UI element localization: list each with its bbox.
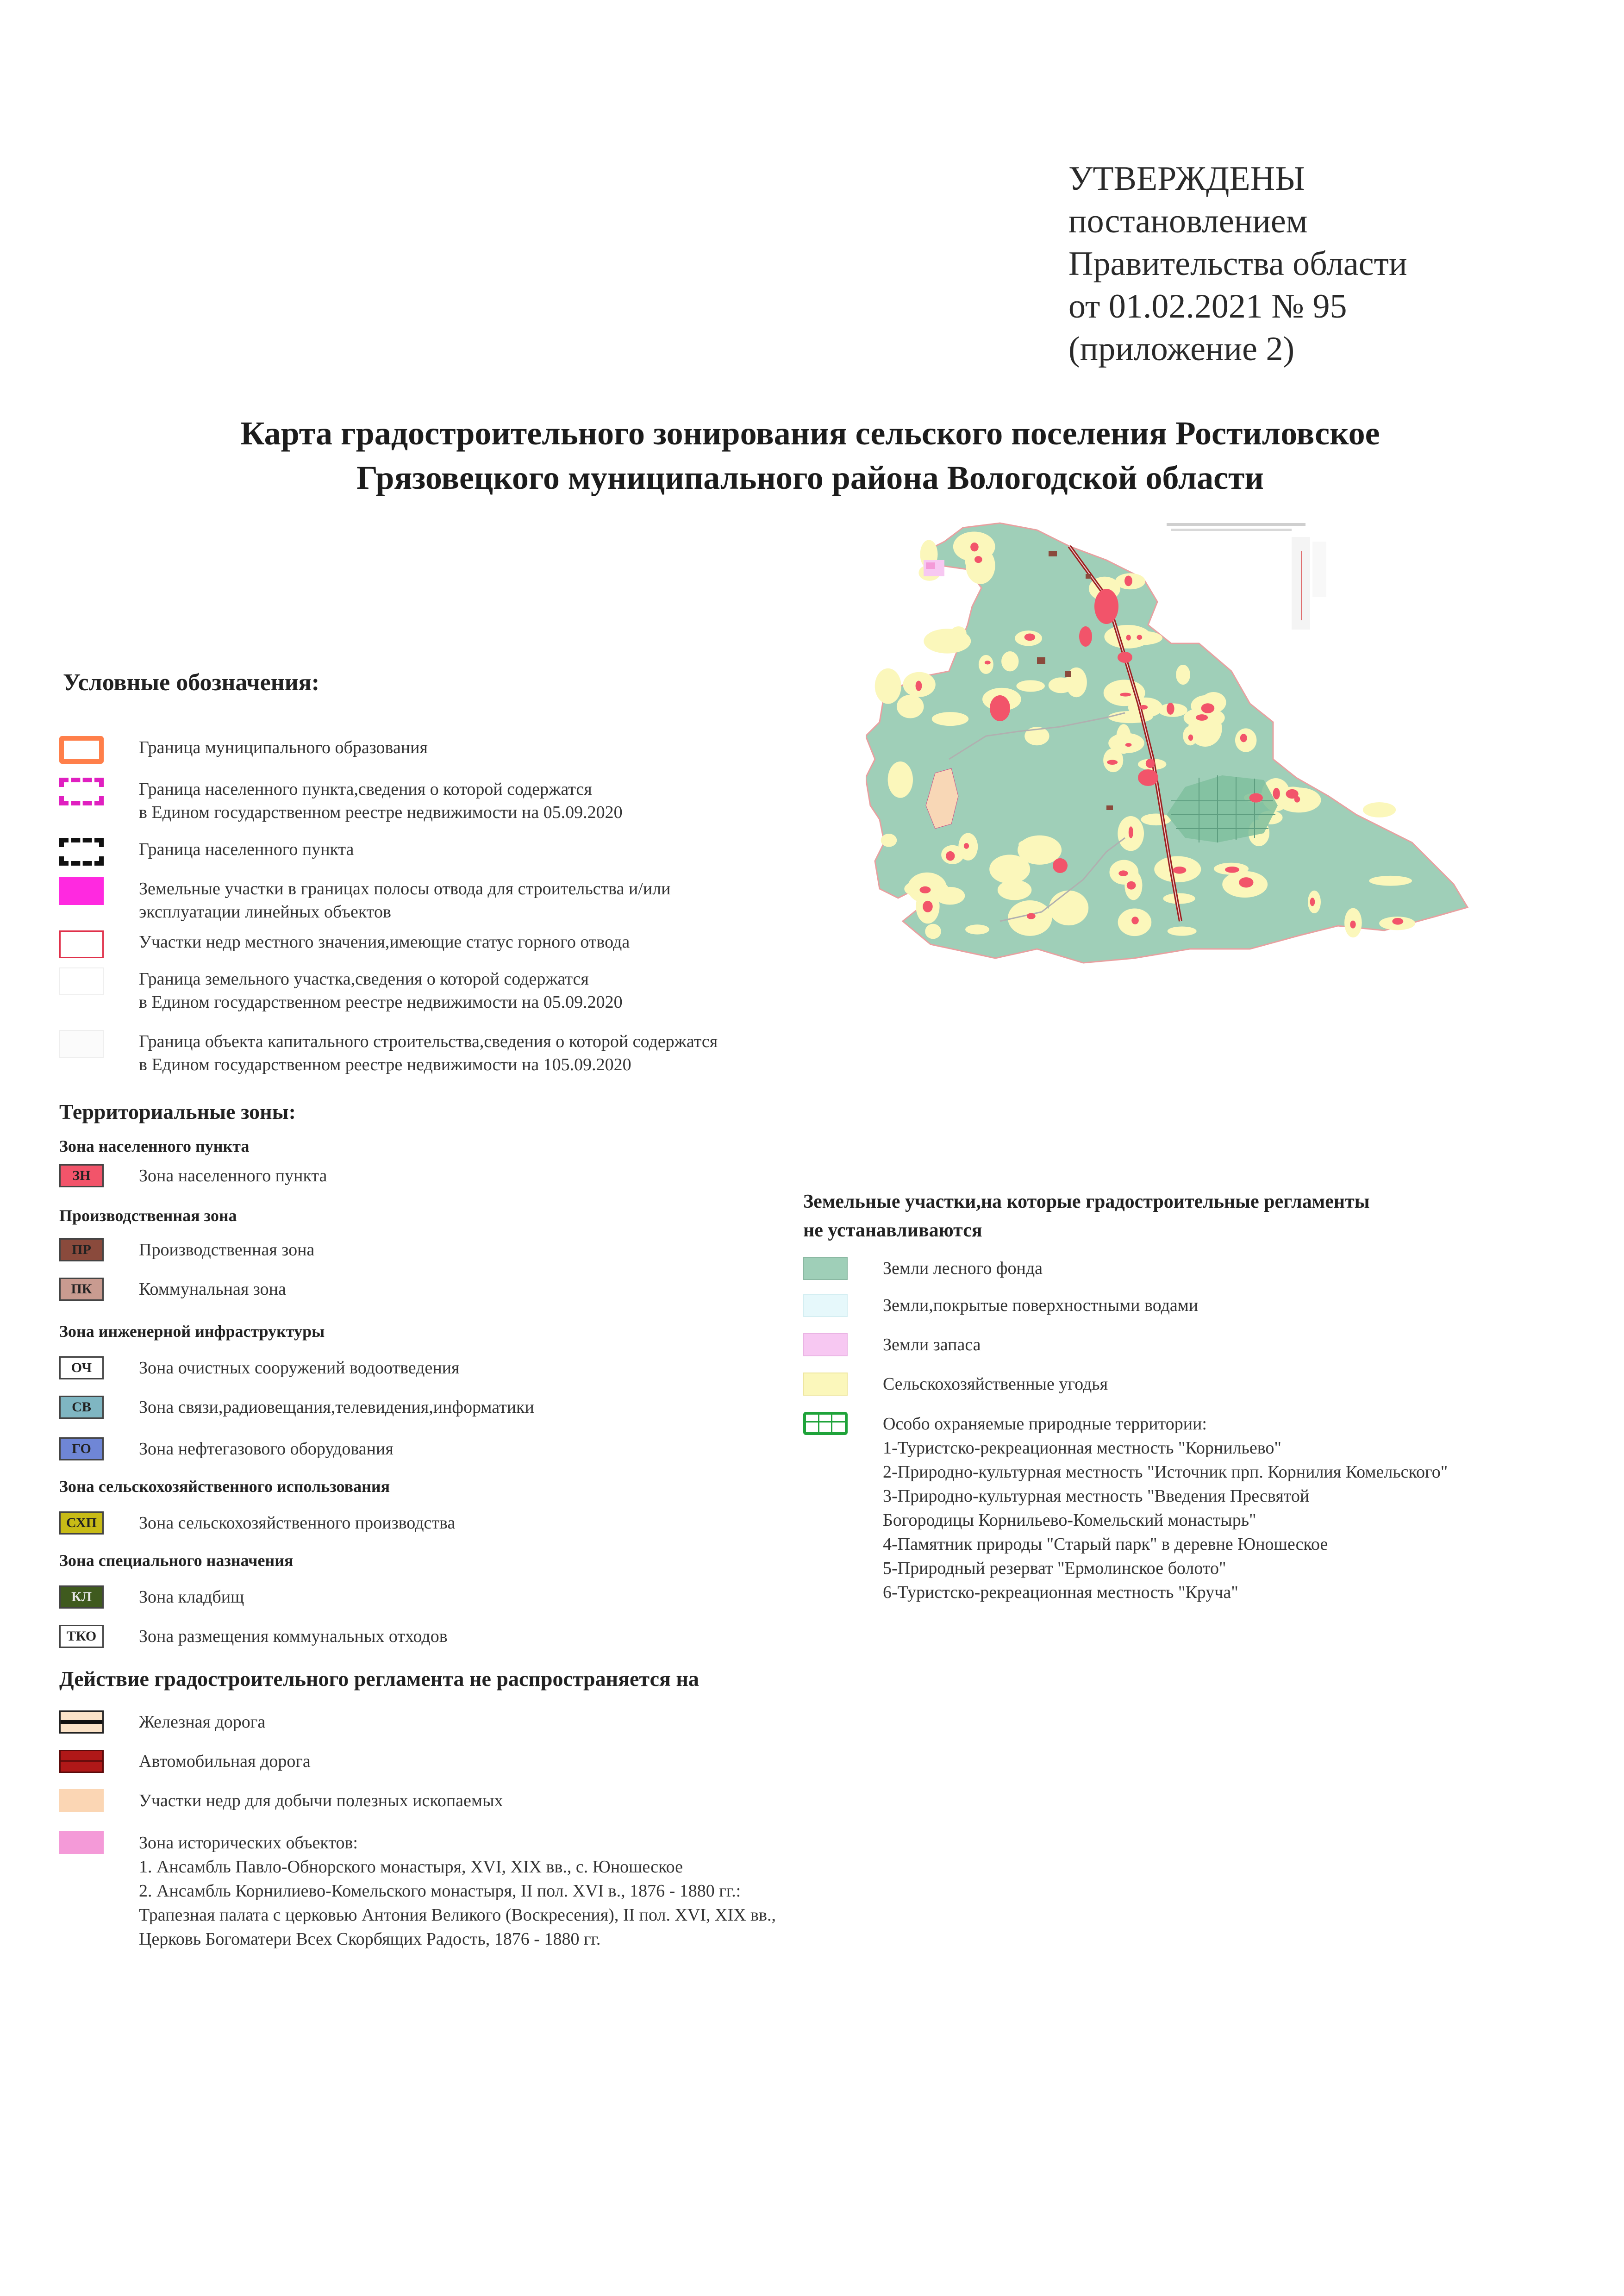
agricultural-clearing (1018, 839, 1045, 849)
forest-fund-swatch (803, 1257, 848, 1280)
agricultural-clearing (932, 712, 968, 726)
settlement-zone (1027, 913, 1036, 919)
approval-stamp (1068, 157, 1407, 370)
stamp-line-resolution: постановлением (1068, 202, 1308, 240)
zone-row-cemetery (59, 1585, 244, 1609)
settlement-zone (1146, 759, 1155, 768)
railway-swatch (59, 1710, 104, 1734)
zone-code-swatch: ГО (59, 1437, 104, 1460)
agricultural-clearing (989, 855, 1030, 883)
map-inset-legend (1312, 542, 1326, 597)
agricultural-clearing (1163, 893, 1195, 904)
zone-code-swatch: ТКО (59, 1625, 104, 1648)
production-zone (1106, 805, 1113, 810)
agricultural-clearing (935, 887, 965, 905)
legend-row-land-plot-boundary (59, 967, 623, 1014)
legend-text-line: в Едином государственном реестре недвижимости на 05.09.2020 (139, 992, 623, 1012)
zone-label: Коммунальная зона (139, 1279, 286, 1299)
agricultural-clearing (897, 695, 924, 718)
settlement-zone (1139, 705, 1148, 710)
settlement-zone (974, 556, 982, 563)
land-label: Сельскохозяйственные угодья (883, 1374, 1108, 1394)
zone-label: Зона размещения коммунальных отходов (139, 1627, 448, 1646)
settlement-zone (1239, 877, 1253, 887)
historic-zones (926, 562, 935, 569)
protected-entry: 3-Природно-культурная местность "Введения Пресвятой (883, 1486, 1310, 1506)
production-zone (1037, 657, 1045, 664)
protected-territory-swatch (803, 1412, 848, 1435)
settlement-zone (1125, 743, 1132, 747)
historic-entry: 2. Ансамбль Корнилиево-Комельского монастыря, II пол. XVI в., 1876 - 1880 гг.: (139, 1881, 741, 1901)
legend-text-line: в Едином государственном реестре недвижимости на 05.09.2020 (139, 803, 623, 822)
map-inset-legend (1301, 551, 1302, 620)
legend-text-line: Участки недр местного значения,имеющие статус горного отвода (139, 932, 630, 952)
legend-heading: Условные обозначения: (63, 669, 320, 696)
settlement-zone (1118, 652, 1132, 663)
protected-territory-label: Особо охраняемые природные территории: (883, 1414, 1207, 1434)
map-header-text (1167, 523, 1305, 526)
settlement-zone (1131, 917, 1139, 924)
zone-row-production (59, 1238, 314, 1261)
protected-territory-list (883, 1412, 1448, 1604)
settlement-zone (1240, 734, 1247, 742)
zone-group-special-heading: Зона специального назначения (59, 1551, 294, 1570)
settlement-zone (1126, 635, 1131, 640)
mining-allotment-swatch (59, 930, 104, 958)
zone-code-swatch: СХП (59, 1511, 104, 1535)
agricultural-clearing (1369, 876, 1412, 886)
zone-code-swatch: ПР (59, 1238, 104, 1261)
settlement-zone (1053, 858, 1068, 873)
regulation-row-highway (59, 1750, 311, 1773)
settlement-zone (916, 681, 922, 691)
stamp-line-government: Правительства области (1068, 245, 1407, 283)
land-plot-boundary-swatch (59, 967, 104, 995)
legend-text (139, 930, 630, 954)
legend-text (139, 736, 428, 759)
settlement-zone (1118, 870, 1128, 876)
land-row-forest (803, 1257, 1043, 1280)
settlement-zone (946, 851, 955, 861)
agricultural-clearing (1016, 680, 1045, 692)
zone-label: Зона очистных сооружений водоотведения (139, 1358, 460, 1378)
agricultural-clearing (965, 924, 989, 934)
legend-text-line: Граница населенного пункта (139, 840, 354, 859)
zone-code-swatch: СВ (59, 1396, 104, 1419)
legend-row-right-of-way (59, 877, 671, 923)
stamp-line-appendix: (приложение 2) (1068, 330, 1295, 368)
zone-row-communications (59, 1396, 534, 1419)
historic-zone-list (139, 1831, 776, 1951)
protected-entry: 6-Туристско-рекреационная местность "Круча" (883, 1583, 1238, 1602)
settlement-zone (970, 543, 979, 551)
agricultural-clearing (979, 655, 993, 674)
legend-row-settlement-boundary (59, 838, 354, 866)
settlement-zone (1196, 714, 1208, 721)
reserve-lands-swatch (803, 1333, 848, 1356)
zone-group-agricultural-heading: Зона сельскохозяйственного использования (59, 1477, 390, 1496)
settlement-zone (1129, 826, 1133, 838)
legend-text-line: Граница населенного пункта,сведения о которой содержатся (139, 780, 592, 799)
historic-entry: 1. Ансамбль Павло-Обнорского монастыря, XVI, XIX вв., с. Юношеское (139, 1857, 683, 1877)
legend-row-mining-allotment (59, 930, 630, 958)
settlement-zone (1310, 898, 1315, 906)
map-header-text (1171, 529, 1292, 531)
settlement-zone (1127, 881, 1136, 890)
land-label: Земли,покрытые поверхностными водами (883, 1296, 1199, 1315)
zone-code-swatch: ЗН (59, 1164, 104, 1187)
protected-entry: 5-Природный резерват "Ермолинское болото" (883, 1559, 1226, 1578)
building-boundary-swatch (59, 1030, 104, 1058)
settlement-zone (1120, 693, 1131, 696)
settlement-zone (1188, 735, 1193, 741)
agricultural-clearing (881, 834, 897, 847)
agricultural-clearing (950, 626, 966, 640)
zone-code-swatch: КЛ (59, 1585, 104, 1609)
regulation-label: Участки недр для добычи полезных ископаемых (139, 1791, 503, 1810)
agricultural-land-swatch (803, 1373, 848, 1396)
historic-entry: Трапезная палата с церковью Антония Великого (Воскресения), II пол. XVI, XIX вв., (139, 1905, 776, 1925)
regulation-label: Автомобильная дорога (139, 1752, 311, 1771)
land-heading-line-1: Земельные участки,на которые градостроительные регламенты (803, 1191, 1370, 1212)
legend-row-municipal-boundary (59, 736, 428, 764)
legend-text (139, 1030, 718, 1076)
legend-row-building-boundary (59, 1030, 718, 1076)
settlement-zone (1350, 921, 1355, 929)
protected-entry: 2-Природно-культурная местность "Источник прп. Корнилия Комельского" (883, 1462, 1448, 1482)
zone-row-settlement (59, 1164, 327, 1187)
settlement-zone (1201, 703, 1215, 713)
zone-label: Производственная зона (139, 1240, 315, 1260)
municipal-boundary-swatch (59, 736, 104, 764)
legend-text (139, 967, 623, 1014)
protected-entry: 4-Памятник природы "Старый парк" в деревне Юношеское (883, 1535, 1328, 1554)
agricultural-clearing (1363, 802, 1396, 817)
zone-code-swatch: ОЧ (59, 1356, 104, 1379)
zone-code-swatch: ПК (59, 1278, 104, 1301)
settlement-zone (1173, 867, 1186, 873)
settlement-boundary-swatch (59, 838, 104, 866)
settlement-zone (1167, 703, 1174, 715)
settlement-zone (1094, 589, 1118, 624)
legend-row-settlement-egrn-boundary (59, 778, 623, 824)
stamp-line-approved: УТВЕРЖДЕНЫ (1068, 160, 1305, 198)
protected-entry: Богородицы Корнильево-Комельский монастырь" (883, 1510, 1256, 1530)
zone-group-settlement-heading: Зона населенного пункта (59, 1137, 250, 1155)
zone-label: Зона населенного пункта (139, 1166, 327, 1185)
land-categories-heading (803, 1187, 1370, 1245)
page-title (93, 411, 1528, 500)
settlement-egrn-boundary-swatch (59, 778, 104, 805)
agricultural-clearing (1141, 814, 1171, 826)
settlement-zone (919, 886, 931, 893)
water-lands-swatch (803, 1294, 848, 1317)
title-line-2: Грязовецкого муниципального района Вологодской области (356, 459, 1264, 496)
agricultural-clearing (1116, 724, 1131, 754)
title-line-1: Карта градостроительного зонирования сельского поселения Ростиловское (240, 415, 1380, 452)
land-label: Земли лесного фонда (883, 1259, 1043, 1278)
settlement-zone (1137, 635, 1142, 640)
agricultural-clearing (1001, 651, 1018, 671)
mining-swatch (59, 1789, 104, 1812)
settlement-zone (1273, 788, 1280, 799)
legend-text (139, 778, 623, 824)
settlement-zone (1249, 793, 1263, 803)
legend-text (139, 877, 671, 923)
regulation-label: Железная дорога (139, 1712, 266, 1732)
highway-swatch (59, 1750, 104, 1773)
historic-zone-label: Зона исторических объектов: (139, 1833, 358, 1853)
agricultural-clearing (1176, 665, 1190, 685)
legend-text-line: Граница объекта капитального строительства,сведения о которой содержатся (139, 1032, 718, 1051)
settlement-zone (1286, 789, 1299, 799)
legend-text-line: Земельные участки в границах полосы отвода для строительства и/или (139, 879, 671, 898)
legend-text-line: Граница земельного участка,сведения о которой содержатся (139, 969, 589, 989)
land-row-agricultural (803, 1373, 1108, 1396)
historic-zone-swatch (59, 1831, 104, 1854)
zone-row-treatment (59, 1356, 460, 1379)
settlement-zone (1138, 769, 1158, 786)
regulation-row-railway (59, 1710, 265, 1734)
land-heading-line-2: не устанавливаются (803, 1220, 982, 1241)
legend-text-line: в Едином государственном реестре недвижимости на 105.09.2020 (139, 1055, 631, 1074)
agricultural-clearing (875, 668, 901, 704)
agricultural-clearing (1049, 677, 1074, 693)
zone-row-communal (59, 1278, 286, 1301)
land-row-water (803, 1294, 1198, 1317)
agricultural-clearing (888, 761, 913, 798)
zone-group-production-heading: Производственная зона (59, 1206, 237, 1225)
legend-text-line: эксплуатации линейных объектов (139, 902, 391, 922)
settlement-zone (1392, 918, 1403, 925)
settlement-zone (1124, 576, 1132, 586)
production-zone (1049, 551, 1057, 556)
historic-entry: Церковь Богоматери Всех Скорбящих Радость, 1876 - 1880 гг. (139, 1929, 601, 1949)
settlement-zone (1225, 867, 1239, 873)
zone-row-oil-gas (59, 1437, 394, 1460)
regulation-exclusions-heading: Действие градостроительного регламента не распространяется на (59, 1667, 699, 1691)
production-zone (1065, 671, 1071, 677)
agricultural-clearing (1049, 891, 1088, 925)
historic-zone (926, 562, 935, 569)
production-zone (1086, 574, 1091, 579)
protected-entry: 1-Туристско-рекреационная местность "Корнильево" (883, 1438, 1281, 1458)
land-row-protected (803, 1412, 1448, 1604)
zone-row-waste (59, 1625, 448, 1648)
stamp-line-date: от 01.02.2021 № 95 (1068, 287, 1347, 325)
right-of-way-swatch (59, 877, 104, 905)
legend-text-line: Граница муниципального образования (139, 738, 428, 757)
zoning-map (866, 518, 1569, 1129)
settlement-zone (1107, 760, 1118, 765)
zone-label: Зона связи,радиовещания,телевидения,информатики (139, 1398, 534, 1417)
zone-row-agricultural-production (59, 1511, 455, 1535)
settlement-zone (1024, 633, 1036, 641)
zone-label: Зона сельскохозяйственного производства (139, 1513, 456, 1533)
settlement-zone (1079, 626, 1092, 647)
zone-group-engineering-heading: Зона инженерной инфраструктуры (59, 1322, 325, 1341)
regulation-row-mining (59, 1789, 503, 1812)
regulation-row-historic (59, 1831, 776, 1951)
zones-heading: Территориальные зоны: (59, 1100, 296, 1123)
zone-label: Зона нефтегазового оборудования (139, 1439, 394, 1459)
zone-label: Зона кладбищ (139, 1587, 244, 1607)
land-row-reserve (803, 1333, 981, 1356)
settlement-zone (985, 661, 991, 664)
agricultural-clearing (1168, 926, 1197, 936)
land-label: Земли запаса (883, 1335, 981, 1354)
settlement-zone (990, 695, 1010, 721)
settlement-zone (923, 901, 933, 912)
legend-text (139, 838, 354, 861)
settlement-zone (964, 843, 969, 849)
agricultural-clearing (925, 924, 941, 939)
